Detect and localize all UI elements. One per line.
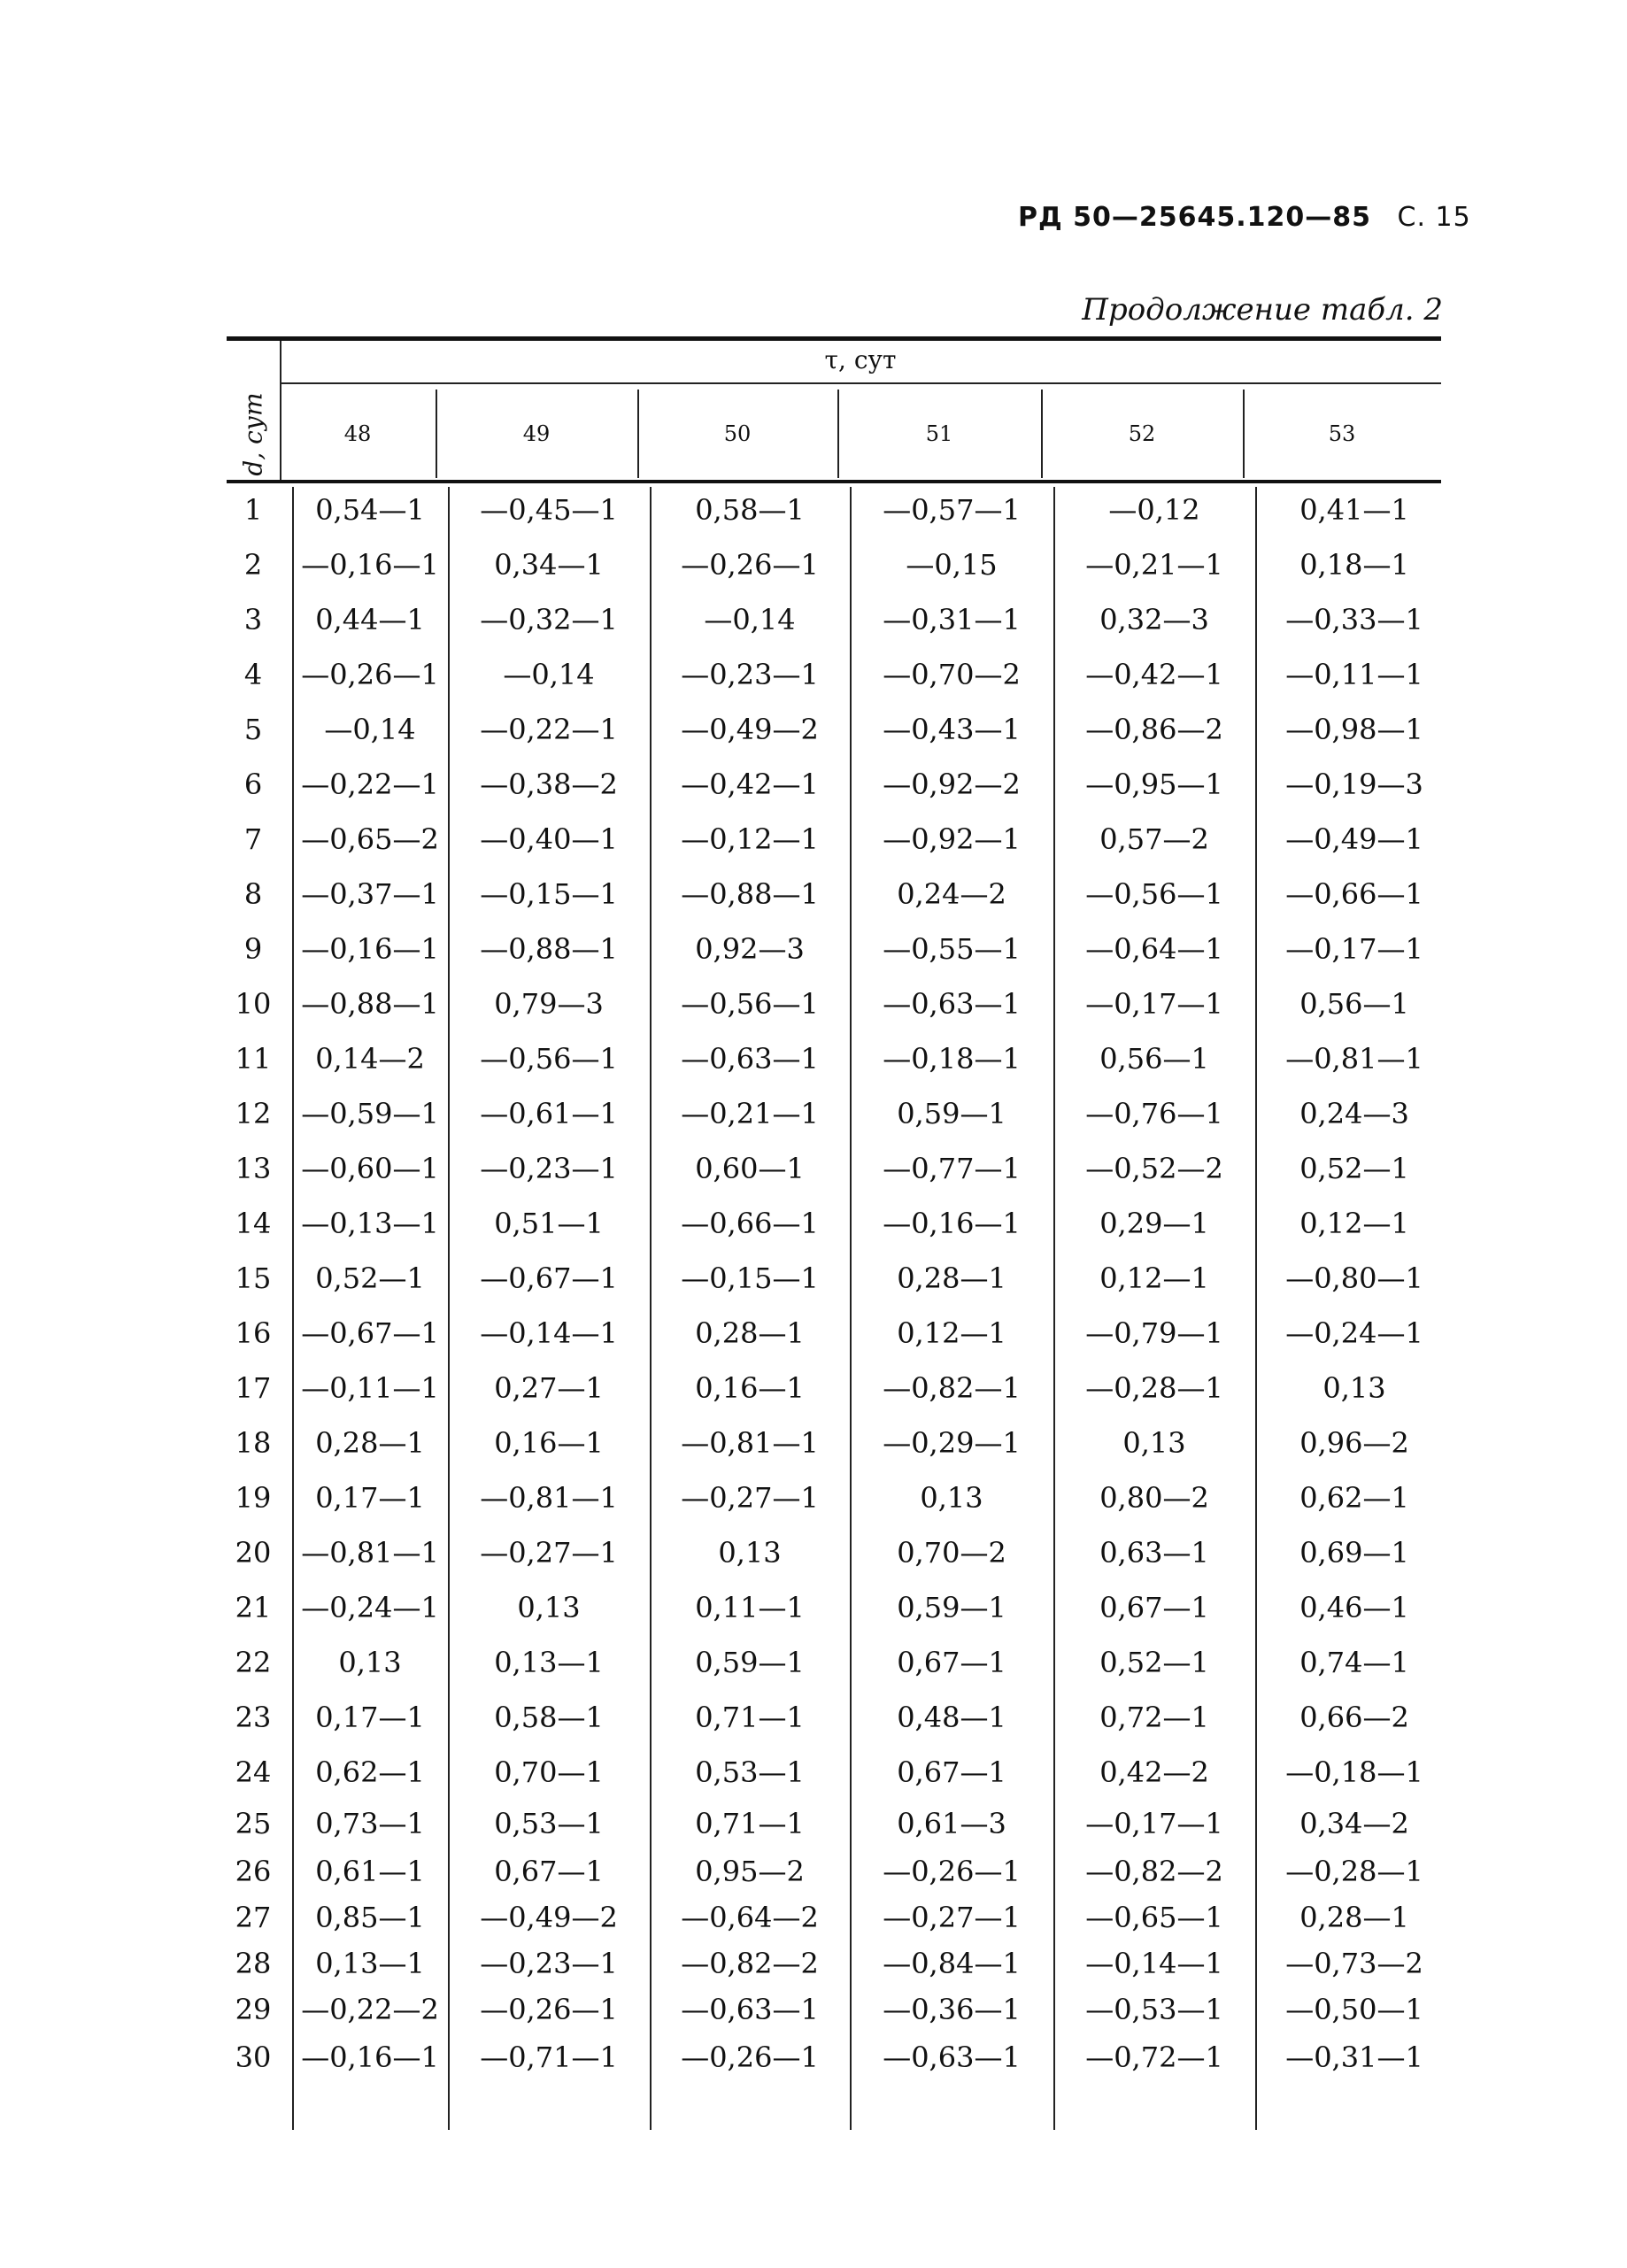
value-cell: 0,66—2 — [1299, 1701, 1409, 1734]
value-cell: —0,22—1 — [480, 713, 618, 746]
day-cell: 26 — [235, 1855, 272, 1888]
value-cell: —0,82—1 — [883, 1371, 1021, 1405]
value-cell: —0,53—1 — [1085, 1993, 1223, 2026]
value-cell: —0,63—1 — [681, 1042, 819, 1076]
table-row — [227, 489, 1441, 531]
value-cell: —0,77—1 — [883, 1152, 1021, 1185]
value-cell: —0,14—1 — [1085, 1947, 1223, 1980]
day-cell: 28 — [235, 1947, 272, 1980]
header-divider — [1041, 390, 1043, 478]
tau-header: τ, сут — [824, 345, 897, 374]
day-cell: 19 — [235, 1481, 272, 1515]
day-cell: 14 — [235, 1207, 272, 1240]
value-cell: —0,81—1 — [681, 1426, 819, 1460]
column-header-49: 49 — [522, 421, 551, 446]
value-cell: —0,24—1 — [1285, 1316, 1423, 1350]
value-cell: 0,80—2 — [1099, 1481, 1209, 1515]
value-cell: 0,28—1 — [315, 1426, 425, 1460]
value-cell: 0,73—1 — [315, 1807, 425, 1840]
value-cell: —0,16—1 — [301, 932, 439, 966]
value-cell: —0,88—1 — [301, 987, 439, 1021]
day-cell: 21 — [235, 1591, 272, 1624]
header-divider — [1243, 390, 1245, 478]
table-row — [227, 708, 1441, 751]
value-cell: —0,52—2 — [1085, 1152, 1223, 1185]
value-cell: —0,98—1 — [1285, 713, 1423, 746]
value-cell: —0,12—1 — [681, 822, 819, 856]
value-cell: —0,42—1 — [1085, 658, 1223, 691]
value-cell: 0,13 — [338, 1646, 402, 1679]
value-cell: 0,17—1 — [315, 1481, 425, 1515]
value-cell: —0,49—2 — [480, 1901, 618, 1934]
value-cell: —0,49—1 — [1285, 822, 1423, 856]
value-cell: 0,67—1 — [897, 1646, 1006, 1679]
value-cell: —0,16—1 — [301, 2040, 439, 2074]
value-cell: —0,40—1 — [480, 822, 618, 856]
table-row — [227, 873, 1441, 915]
value-cell: —0,33—1 — [1285, 603, 1423, 636]
table-row — [227, 544, 1441, 586]
value-cell: 0,70—2 — [897, 1536, 1006, 1570]
column-header-50: 50 — [723, 421, 752, 446]
value-cell: —0,26—1 — [883, 1855, 1021, 1888]
day-cell: 3 — [243, 603, 263, 636]
table-row — [227, 1988, 1441, 2031]
value-cell: 0,52—1 — [315, 1261, 425, 1295]
value-cell: —0,26—1 — [681, 548, 819, 582]
value-cell: —0,56—1 — [480, 1042, 618, 1076]
value-cell: —0,27—1 — [480, 1536, 618, 1570]
value-cell: 0,70—1 — [494, 1755, 604, 1789]
value-cell: 0,96—2 — [1299, 1426, 1409, 1460]
value-cell: —0,81—1 — [480, 1481, 618, 1515]
value-cell: 0,27—1 — [494, 1371, 604, 1405]
day-cell: 1 — [243, 493, 263, 527]
table-row — [227, 1850, 1441, 1893]
value-cell: 0,18—1 — [1299, 548, 1409, 582]
table-row — [227, 1586, 1441, 1629]
value-cell: —0,24—1 — [301, 1591, 439, 1624]
value-cell: —0,36—1 — [883, 1993, 1021, 2026]
value-cell: —0,88—1 — [480, 932, 618, 966]
value-cell: —0,23—1 — [480, 1152, 618, 1185]
value-cell: —0,15—1 — [480, 877, 618, 911]
value-cell: —0,17—1 — [1085, 987, 1223, 1021]
value-cell: —0,31—1 — [1285, 2040, 1423, 2074]
value-cell: —0,67—1 — [480, 1261, 618, 1295]
day-cell: 13 — [235, 1152, 272, 1185]
value-cell: —0,70—2 — [883, 658, 1021, 691]
value-cell: 0,17—1 — [315, 1701, 425, 1734]
value-cell: —0,17—1 — [1085, 1807, 1223, 1840]
value-cell: —0,38—2 — [480, 768, 618, 801]
value-cell: 0,63—1 — [1099, 1536, 1209, 1570]
day-cell: 25 — [235, 1807, 272, 1840]
value-cell: —0,59—1 — [301, 1097, 439, 1130]
page-header — [1018, 202, 1471, 233]
table-top-rule — [227, 336, 1441, 341]
value-cell: 0,16—1 — [695, 1371, 805, 1405]
value-cell: 0,58—1 — [695, 493, 805, 527]
value-cell: —0,66—1 — [1285, 877, 1423, 911]
document-code: РД 50—25645.120—85 — [1018, 202, 1372, 233]
value-cell: —0,11—1 — [301, 1371, 439, 1405]
value-cell: —0,56—1 — [1085, 877, 1223, 911]
value-cell: 0,14—2 — [315, 1042, 425, 1076]
table-row — [227, 1802, 1441, 1845]
header-divider — [280, 341, 281, 480]
table-row — [227, 1896, 1441, 1939]
value-cell: —0,16—1 — [883, 1207, 1021, 1240]
value-cell: 0,59—1 — [897, 1591, 1006, 1624]
value-cell: 0,74—1 — [1299, 1646, 1409, 1679]
value-cell: —0,67—1 — [301, 1316, 439, 1350]
value-cell: —0,23—1 — [480, 1947, 618, 1980]
value-cell: —0,49—2 — [681, 713, 819, 746]
day-cell: 2 — [243, 548, 263, 582]
value-cell: —0,26—1 — [681, 2040, 819, 2074]
value-cell: —0,16—1 — [301, 548, 439, 582]
value-cell: 0,46—1 — [1299, 1591, 1409, 1624]
value-cell: —0,27—1 — [681, 1481, 819, 1515]
value-cell: 0,67—1 — [494, 1855, 604, 1888]
table-row — [227, 1696, 1441, 1739]
value-cell: —0,82—2 — [1085, 1855, 1223, 1888]
value-cell: 0,67—1 — [897, 1755, 1006, 1789]
value-cell: 0,24—3 — [1299, 1097, 1409, 1130]
value-cell: —0,37—1 — [301, 877, 439, 911]
table-row — [227, 1312, 1441, 1354]
value-cell: —0,18—1 — [1285, 1755, 1423, 1789]
value-cell: —0,65—1 — [1085, 1901, 1223, 1934]
table-row — [227, 1147, 1441, 1190]
table-row — [227, 928, 1441, 970]
value-cell: 0,85—1 — [315, 1901, 425, 1934]
value-cell: —0,23—1 — [681, 658, 819, 691]
day-cell: 11 — [235, 1042, 272, 1076]
value-cell: —0,86—2 — [1085, 713, 1223, 746]
value-cell: 0,79—3 — [494, 987, 604, 1021]
day-cell: 8 — [243, 877, 263, 911]
value-cell: —0,26—1 — [480, 1993, 618, 2026]
value-cell: —0,21—1 — [1085, 548, 1223, 582]
value-cell: —0,21—1 — [681, 1097, 819, 1130]
value-cell: 0,42—2 — [1099, 1755, 1209, 1789]
value-cell: 0,13 — [1122, 1426, 1186, 1460]
value-cell: —0,72—1 — [1085, 2040, 1223, 2074]
table-row — [227, 1477, 1441, 1519]
value-cell: 0,61—3 — [897, 1807, 1006, 1840]
day-cell: 4 — [243, 658, 263, 691]
value-cell: 0,12—1 — [897, 1316, 1006, 1350]
value-cell: 0,28—1 — [897, 1261, 1006, 1295]
table-row — [227, 1422, 1441, 1464]
value-cell: 0,48—1 — [897, 1701, 1006, 1734]
value-cell: —0,14 — [704, 603, 796, 636]
table-row — [227, 1751, 1441, 1794]
value-cell: 0,59—1 — [897, 1097, 1006, 1130]
value-cell: 0,54—1 — [315, 493, 425, 527]
value-cell: —0,81—1 — [301, 1536, 439, 1570]
value-cell: 0,34—2 — [1299, 1807, 1409, 1840]
value-cell: —0,64—1 — [1085, 932, 1223, 966]
day-cell: 30 — [235, 2040, 272, 2074]
day-cell: 15 — [235, 1261, 272, 1295]
value-cell: 0,44—1 — [315, 603, 425, 636]
value-cell: —0,27—1 — [883, 1901, 1021, 1934]
value-cell: —0,31—1 — [883, 603, 1021, 636]
value-cell: —0,14 — [503, 658, 595, 691]
value-cell: —0,92—2 — [883, 768, 1021, 801]
table-row — [227, 1641, 1441, 1684]
value-cell: 0,52—1 — [1299, 1152, 1409, 1185]
value-cell: 0,41—1 — [1299, 493, 1409, 527]
value-cell: —0,11—1 — [1285, 658, 1423, 691]
value-cell: —0,22—1 — [301, 768, 439, 801]
value-cell: —0,26—1 — [301, 658, 439, 691]
day-cell: 20 — [235, 1536, 272, 1570]
day-cell: 22 — [235, 1646, 272, 1679]
value-cell: —0,18—1 — [883, 1042, 1021, 1076]
value-cell: —0,63—1 — [883, 2040, 1021, 2074]
value-cell: —0,55—1 — [883, 932, 1021, 966]
day-cell: 23 — [235, 1701, 272, 1734]
value-cell: 0,61—1 — [315, 1855, 425, 1888]
table-row — [227, 1092, 1441, 1135]
value-cell: 0,56—1 — [1099, 1042, 1209, 1076]
tau-header-rule — [280, 382, 1441, 384]
column-header-53: 53 — [1328, 421, 1356, 446]
value-cell: —0,84—1 — [883, 1947, 1021, 1980]
value-cell: 0,57—2 — [1099, 822, 1209, 856]
value-cell: 0,13 — [517, 1591, 581, 1624]
table-row — [227, 1202, 1441, 1245]
value-cell: 0,62—1 — [1299, 1481, 1409, 1515]
value-cell: 0,13 — [718, 1536, 782, 1570]
value-cell: —0,73—2 — [1285, 1947, 1423, 1980]
value-cell: 0,59—1 — [695, 1646, 805, 1679]
value-cell: 0,60—1 — [695, 1152, 805, 1185]
table-row — [227, 763, 1441, 806]
value-cell: 0,32—3 — [1099, 603, 1209, 636]
value-cell: 0,29—1 — [1099, 1207, 1209, 1240]
table-row — [227, 1367, 1441, 1409]
value-cell: 0,28—1 — [1299, 1901, 1409, 1934]
value-cell: 0,13—1 — [315, 1947, 425, 1980]
value-cell: —0,80—1 — [1285, 1261, 1423, 1295]
table-row — [227, 983, 1441, 1025]
day-cell: 5 — [243, 713, 263, 746]
header-divider — [837, 390, 839, 478]
table-row — [227, 1257, 1441, 1300]
value-cell: 0,71—1 — [695, 1807, 805, 1840]
day-cell: 18 — [235, 1426, 272, 1460]
value-cell: —0,76—1 — [1085, 1097, 1223, 1130]
value-cell: —0,13—1 — [301, 1207, 439, 1240]
value-cell: 0,13 — [1322, 1371, 1386, 1405]
value-cell: 0,53—1 — [695, 1755, 805, 1789]
value-cell: —0,32—1 — [480, 603, 618, 636]
value-cell: —0,82—2 — [681, 1947, 819, 1980]
value-cell: 0,13—1 — [494, 1646, 604, 1679]
value-cell: —0,42—1 — [681, 768, 819, 801]
value-cell: —0,81—1 — [1285, 1042, 1423, 1076]
column-header-48: 48 — [343, 421, 372, 446]
day-cell: 6 — [243, 768, 263, 801]
value-cell: 0,58—1 — [494, 1701, 604, 1734]
value-cell: —0,15—1 — [681, 1261, 819, 1295]
value-cell: —0,28—1 — [1285, 1855, 1423, 1888]
value-cell: —0,14 — [324, 713, 416, 746]
table-caption: Продолжение табл. 2 — [1082, 292, 1443, 328]
value-cell: —0,64—2 — [681, 1901, 819, 1934]
table-row — [227, 1942, 1441, 1985]
d-column-header — [227, 390, 280, 478]
value-cell: —0,45—1 — [480, 493, 618, 527]
value-cell: 0,72—1 — [1099, 1701, 1209, 1734]
value-cell: —0,12 — [1108, 493, 1200, 527]
value-cell: —0,88—1 — [681, 877, 819, 911]
table-row — [227, 2036, 1441, 2079]
value-cell: 0,71—1 — [695, 1701, 805, 1734]
value-cell: 0,69—1 — [1299, 1536, 1409, 1570]
table-row — [227, 1038, 1441, 1080]
table-row — [227, 818, 1441, 860]
day-cell: 17 — [235, 1371, 272, 1405]
header-divider — [436, 390, 437, 478]
value-cell: —0,65—2 — [301, 822, 439, 856]
table-row — [227, 653, 1441, 696]
value-cell: —0,95—1 — [1085, 768, 1223, 801]
value-cell: —0,19—3 — [1285, 768, 1423, 801]
day-cell: 27 — [235, 1901, 272, 1934]
value-cell: —0,43—1 — [883, 713, 1021, 746]
value-cell: 0,34—1 — [494, 548, 604, 582]
value-cell: 0,92—3 — [695, 932, 805, 966]
value-cell: —0,63—1 — [681, 1993, 819, 2026]
value-cell: —0,28—1 — [1085, 1371, 1223, 1405]
value-cell: —0,57—1 — [883, 493, 1021, 527]
value-cell: —0,60—1 — [301, 1152, 439, 1185]
header-divider — [637, 390, 639, 478]
day-cell: 7 — [243, 822, 263, 856]
value-cell: —0,66—1 — [681, 1207, 819, 1240]
table-row — [227, 598, 1441, 641]
value-cell: —0,29—1 — [883, 1426, 1021, 1460]
d-label: d, сут — [238, 391, 268, 476]
value-cell: 0,51—1 — [494, 1207, 604, 1240]
day-cell: 29 — [235, 1993, 272, 2026]
value-cell: 0,52—1 — [1099, 1646, 1209, 1679]
column-header-52: 52 — [1128, 421, 1156, 446]
table-row — [227, 1531, 1441, 1574]
page-number: С. 15 — [1397, 202, 1471, 233]
value-cell: —0,71—1 — [480, 2040, 618, 2074]
value-cell: —0,79—1 — [1085, 1316, 1223, 1350]
value-cell: 0,62—1 — [315, 1755, 425, 1789]
day-cell: 10 — [235, 987, 272, 1021]
value-cell: 0,67—1 — [1099, 1591, 1209, 1624]
header-bottom-rule — [227, 480, 1441, 483]
value-cell: —0,63—1 — [883, 987, 1021, 1021]
value-cell: 0,12—1 — [1099, 1261, 1209, 1295]
day-cell: 16 — [235, 1316, 272, 1350]
value-cell: —0,15 — [906, 548, 998, 582]
value-cell: 0,53—1 — [494, 1807, 604, 1840]
day-cell: 9 — [243, 932, 263, 966]
value-cell: —0,56—1 — [681, 987, 819, 1021]
value-cell: 0,13 — [920, 1481, 983, 1515]
value-cell: 0,28—1 — [695, 1316, 805, 1350]
day-cell: 24 — [235, 1755, 272, 1789]
value-cell: —0,61—1 — [480, 1097, 618, 1130]
value-cell: 0,24—2 — [897, 877, 1006, 911]
value-cell: 0,95—2 — [695, 1855, 805, 1888]
value-cell: —0,14—1 — [480, 1316, 618, 1350]
value-cell: —0,22—2 — [301, 1993, 439, 2026]
day-cell: 12 — [235, 1097, 272, 1130]
value-cell: 0,11—1 — [695, 1591, 805, 1624]
value-cell: —0,92—1 — [883, 822, 1021, 856]
value-cell: —0,17—1 — [1285, 932, 1423, 966]
value-cell: —0,50—1 — [1285, 1993, 1423, 2026]
value-cell: 0,56—1 — [1299, 987, 1409, 1021]
value-cell: 0,16—1 — [494, 1426, 604, 1460]
value-cell: 0,12—1 — [1299, 1207, 1409, 1240]
column-header-51: 51 — [925, 421, 953, 446]
